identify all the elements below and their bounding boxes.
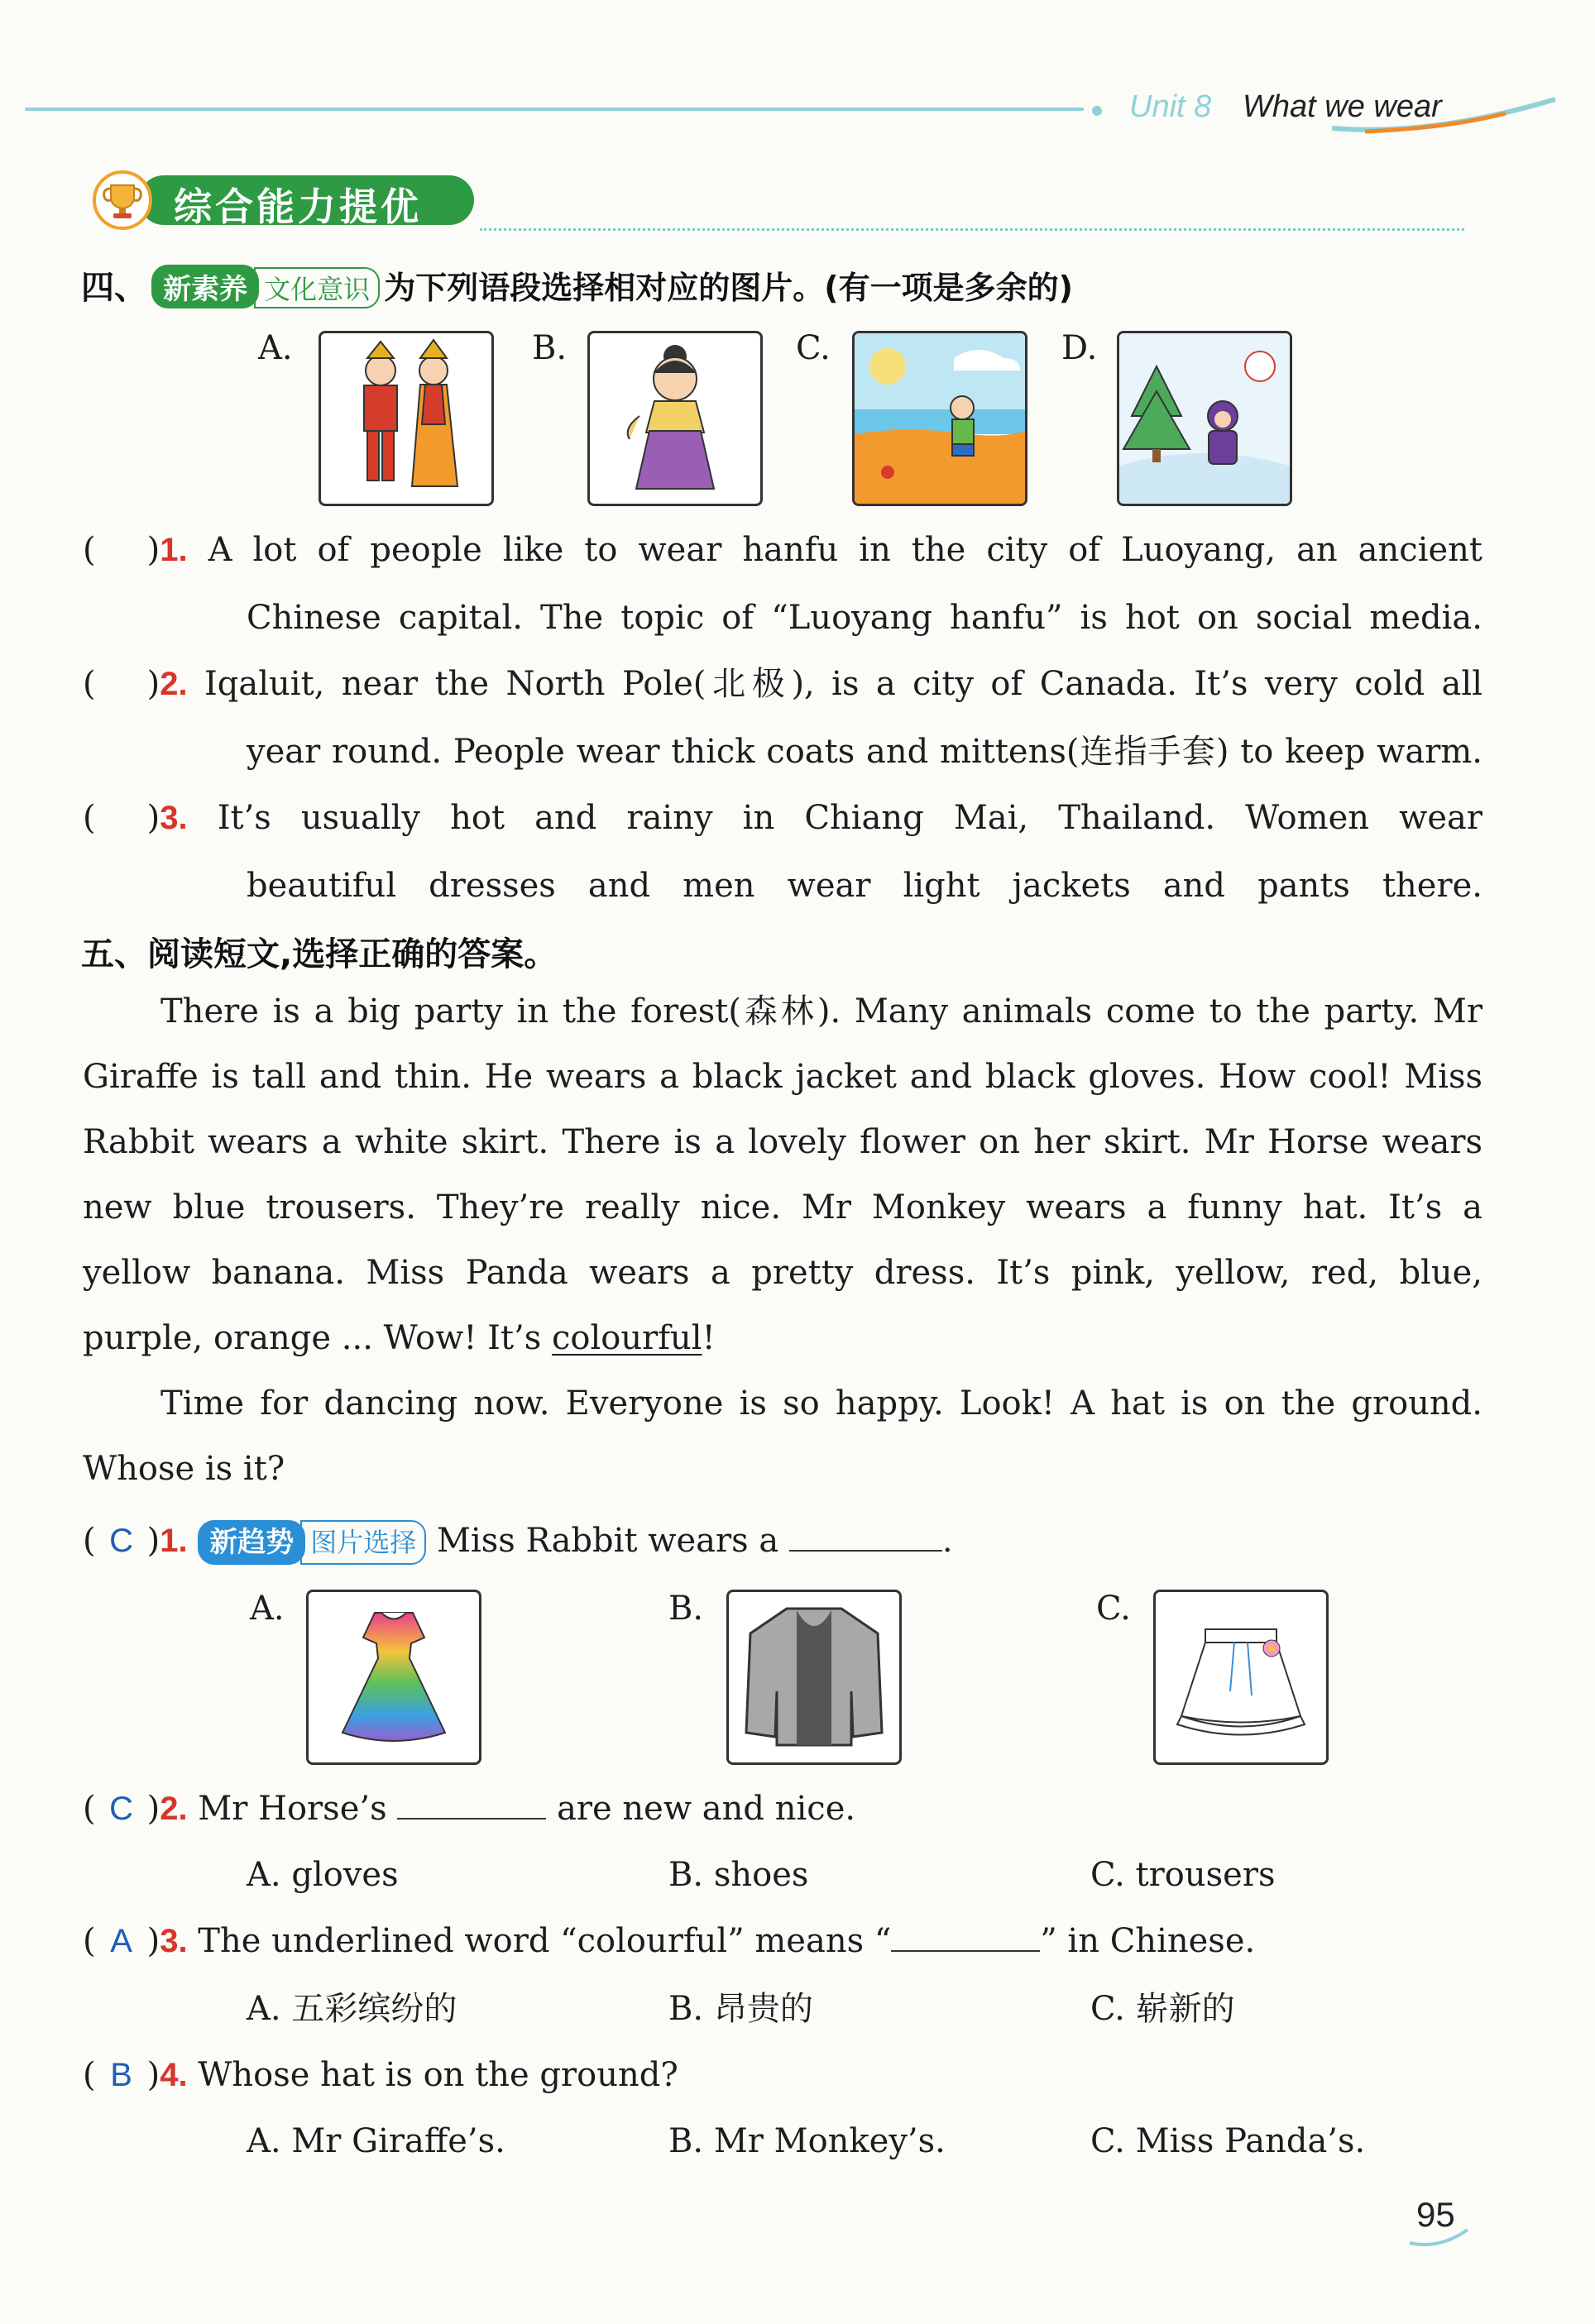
answer-mark [96,529,147,571]
question-text: Mr Horse’s [198,1790,387,1828]
question-number: 4. [160,2057,188,2093]
question-number: 1. [160,532,188,568]
tag-new-literacy: 新素养 [151,265,259,308]
question-text: ” in Chinese. [1040,1922,1256,1960]
question-text-line2: year round. People wear thick coats and mittens(连指手套) to keep warm. [247,733,1482,771]
answer-mark [96,797,147,839]
answer-mark: C [109,1791,134,1827]
section-5-title: 五、阅读短文,选择正确的答案。 [81,935,558,973]
tag-picture-choice: 图片选择 [300,1520,426,1565]
question-number: 3. [160,800,188,836]
option-label: B. [668,1590,704,1628]
question-number: 3. [160,1923,188,1959]
page-swoosh-icon [1406,2225,1473,2250]
passage-line: Whose is it? [83,1450,285,1488]
answer-mark: C [109,1523,134,1559]
question-text: Whose hat is on the ground? [198,2056,678,2094]
section-5-question-4: ( B )4. Whose hat is on the ground? [83,2056,678,2094]
header-rule [25,108,1084,111]
hanfu-girl-icon [590,333,760,504]
question-end: . [941,1522,953,1560]
answer-mark: B [110,2057,132,2093]
question-text: It’s usually hot and rainy in Chiang Mai, Thailand. Women wear [217,799,1482,837]
question-number: 2. [160,666,188,702]
banner-title: 综合能力提优 [174,184,422,229]
answer-blank [789,1520,942,1552]
option-label: D. [1061,329,1098,367]
option-label: A. [258,329,293,367]
question-text-line2: Chinese capital. The topic of “Luoyang hanfu” is hot on social media. [247,599,1482,637]
flower-skirt-icon [1156,1592,1326,1762]
q1-option-c-image [1153,1590,1329,1765]
option-text: A. Mr Giraffe’s. [247,2122,505,2160]
underlined-word: colourful [552,1319,702,1357]
option-text: C. Miss Panda’s. [1090,2122,1366,2160]
passage-line-last [83,1317,1482,1359]
passage-line: Rabbit wears a white skirt. There is a lovely flower on her skirt. Mr Horse wears [83,1123,1482,1161]
header-dot [1092,106,1102,116]
passage-end: ! [702,1319,716,1357]
question-text: Miss Rabbit wears a [437,1522,779,1560]
option-text: A. 五彩缤纷的 [247,1990,457,2028]
passage-line: There is a big party in the forest(森林). Many animals come to the party. Mr [160,992,1482,1030]
question-number: 2. [160,1791,188,1827]
option-b-image [587,331,763,506]
question-text-line2: beautiful dresses and men wear light jackets and pants there. [247,867,1482,905]
answer-mark: A [110,1923,132,1959]
passage-line: Giraffe is tall and thin. He wears a black jacket and black gloves. How cool! Miss [83,1058,1482,1096]
question-text: The underlined word “colourful” means “ [198,1922,892,1960]
option-label: C. [1096,1590,1131,1628]
question-text: are new and nice. [557,1790,856,1828]
question-text: Iqaluit, near the North Pole(北极), is a city of Canada. It’s very cold all [204,665,1482,703]
option-text: B. 昂贵的 [668,1990,813,2028]
banner-divider [480,228,1464,231]
option-text: C. 崭新的 [1090,1990,1235,2028]
reading-passage [83,991,1482,1490]
option-text: A. gloves [247,1856,399,1894]
answer-mark [96,663,147,705]
section-5-question-1: ( C )1. 新趋势 图片选择 Miss Rabbit wears a . [83,1520,953,1565]
option-text: B. Mr Monkey’s. [668,2122,946,2160]
option-text: C. trousers [1090,1856,1276,1894]
snow-child-icon [1119,333,1290,504]
grey-jacket-icon [729,1592,899,1762]
unit-title: What we wear [1243,89,1442,124]
beach-boy-icon [855,333,1025,504]
question-number: 1. [160,1523,188,1559]
section-4-heading [81,261,1073,308]
q1-option-a-image [306,1590,481,1765]
tag-new-trend: 新趋势 [198,1520,305,1565]
option-d-image [1117,331,1292,506]
option-label: B. [532,329,568,367]
option-label: C. [796,329,831,367]
section-4-instruction: 为下列语段选择相对应的图片。(有一项是多余的) [384,270,1073,306]
option-a-image [319,331,494,506]
section-4-question-1: ( )1. A lot of people like to wear hanfu in the city of Luoyang, an ancient Chinese capital. The topic of “Luoyang hanfu” is hot on social media. [83,531,1482,637]
section-5-question-3: ( A )3. The underlined word “colourful” means “ ” in Chinese. [83,1922,1256,1960]
passage-line: yellow banana. Miss Panda wears a pretty dress. It’s pink, yellow, red, blue, [83,1254,1482,1292]
passage-line: new blue trousers. They’re really nice. Mr Monkey wears a funny hat. It’s a [83,1188,1482,1227]
option-text: B. shoes [668,1856,809,1894]
question-text: A lot of people like to wear hanfu in the city of Luoyang, an ancient [208,531,1482,569]
answer-blank [397,1788,546,1820]
page-number: 95 [1416,2195,1455,2234]
section-5-question-2: ( C )2. Mr Horse’s are new and nice. [83,1790,856,1828]
option-c-image [852,331,1027,506]
passage-text: purple, orange ... Wow! It’s [83,1319,542,1357]
rainbow-dress-icon [309,1592,479,1762]
tag-cultural-awareness: 文化意识 [254,267,380,308]
q1-option-b-image [726,1590,902,1765]
passage-line: Time for dancing now. Everyone is so happy. Look! A hat is on the ground. [160,1384,1482,1423]
unit-label: Unit 8 [1129,89,1212,124]
option-label: A. [250,1590,285,1628]
section-4-question-2: ( )2. Iqaluit, near the North Pole(北极), is a city of Canada. It’s very cold all year round. People wear thick coats and mittens(连指手套) to keep warm. [83,665,1482,771]
header-swoosh-icon [1332,95,1564,136]
trophy-icon [101,180,144,220]
thai-costume-people-icon [321,333,491,504]
answer-blank [891,1920,1040,1952]
section-4-question-3: ( )3. It’s usually hot and rainy in Chiang Mai, Thailand. Women wear beautiful dresses and men wear light jackets and pants there. [83,799,1482,905]
section-4-number: 四、 [81,269,147,307]
